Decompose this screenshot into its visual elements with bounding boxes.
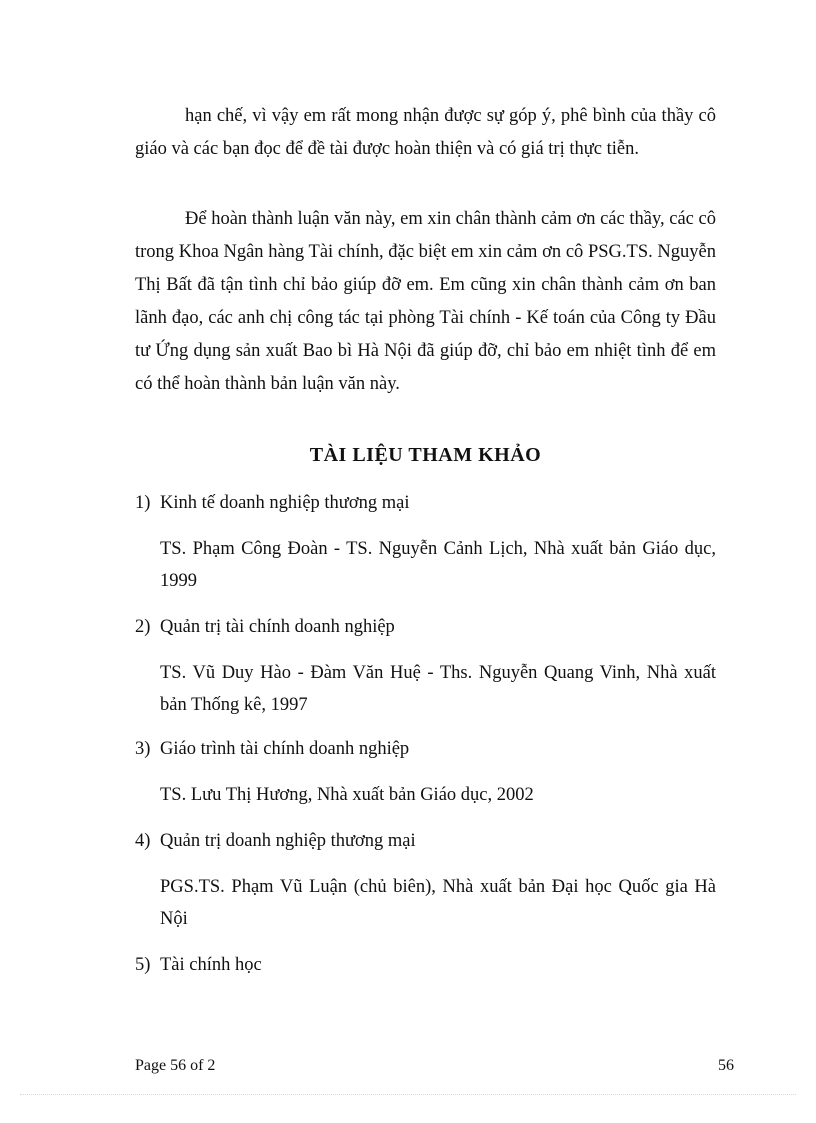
reference-number: 3) xyxy=(135,739,151,759)
reference-item xyxy=(135,612,716,721)
reference-item xyxy=(135,488,716,597)
reference-title: Tài chính học xyxy=(160,955,262,975)
reference-title: Giáo trình tài chính doanh nghiệp xyxy=(160,739,410,759)
reference-number: 5) xyxy=(135,955,151,975)
reference-title: Kinh tế doanh nghiệp thương mại xyxy=(160,493,410,513)
reference-title: Quản trị tài chính doanh nghiệp xyxy=(160,617,395,637)
reference-detail: TS. Vũ Duy Hào - Đàm Văn Huệ - Ths. Nguyễn Quang Vinh, Nhà xuất bản Thống kê, 1997 xyxy=(160,663,716,715)
reference-title-line xyxy=(135,826,716,856)
body-paragraph-1: hạn chế, vì vậy em rất mong nhận được sự góp ý, phê bình của thầy cô giáo và các bạn đọc để đề tài được hoàn thiện và có giá trị thực tiễn. xyxy=(135,106,716,159)
reference-item xyxy=(135,734,716,811)
body-paragraph-2: Để hoàn thành luận văn này, em xin chân thành cảm ơn các thầy, các cô trong Khoa Ngân hàng Tài chính, đặc biệt em xin cảm ơn cô PSG.TS. Nguyễn Thị Bất đã tận tình chỉ bảo giúp đỡ em. Em cũng xin chân thành cảm ơn ban lãnh đạo, các anh chị công tác tại phòng Tài chính - Kế toán của Công ty Đầu tư Ứng dụng sản xuất Bao bì Hà Nội đã giúp đỡ, chỉ bảo em nhiệt tình để em có thể hoàn thành bản luận văn này. xyxy=(135,209,716,394)
reference-item xyxy=(135,950,716,980)
page-number: 56 xyxy=(718,1057,734,1074)
page-footer-label: Page 56 of 2 xyxy=(135,1057,216,1074)
reference-number: 4) xyxy=(135,831,151,851)
page-bottom-divider xyxy=(20,1094,796,1095)
reference-title-line xyxy=(135,488,716,518)
reference-title-line xyxy=(135,950,716,980)
reference-title-line xyxy=(135,612,716,642)
references-heading: TÀI LIỆU THAM KHẢO xyxy=(309,444,542,466)
reference-title-line xyxy=(135,734,716,764)
reference-item xyxy=(135,826,716,935)
reference-number: 1) xyxy=(135,493,151,513)
reference-detail: TS. Lưu Thị Hương, Nhà xuất bản Giáo dục, 2002 xyxy=(160,785,534,805)
reference-number: 2) xyxy=(135,617,151,637)
reference-title: Quản trị doanh nghiệp thương mại xyxy=(160,831,416,851)
reference-detail: TS. Phạm Công Đoàn - TS. Nguyễn Cảnh Lịch, Nhà xuất bản Giáo dục, 1999 xyxy=(160,539,716,591)
reference-detail: PGS.TS. Phạm Vũ Luận (chủ biên), Nhà xuất bản Đại học Quốc gia Hà Nội xyxy=(160,877,716,929)
